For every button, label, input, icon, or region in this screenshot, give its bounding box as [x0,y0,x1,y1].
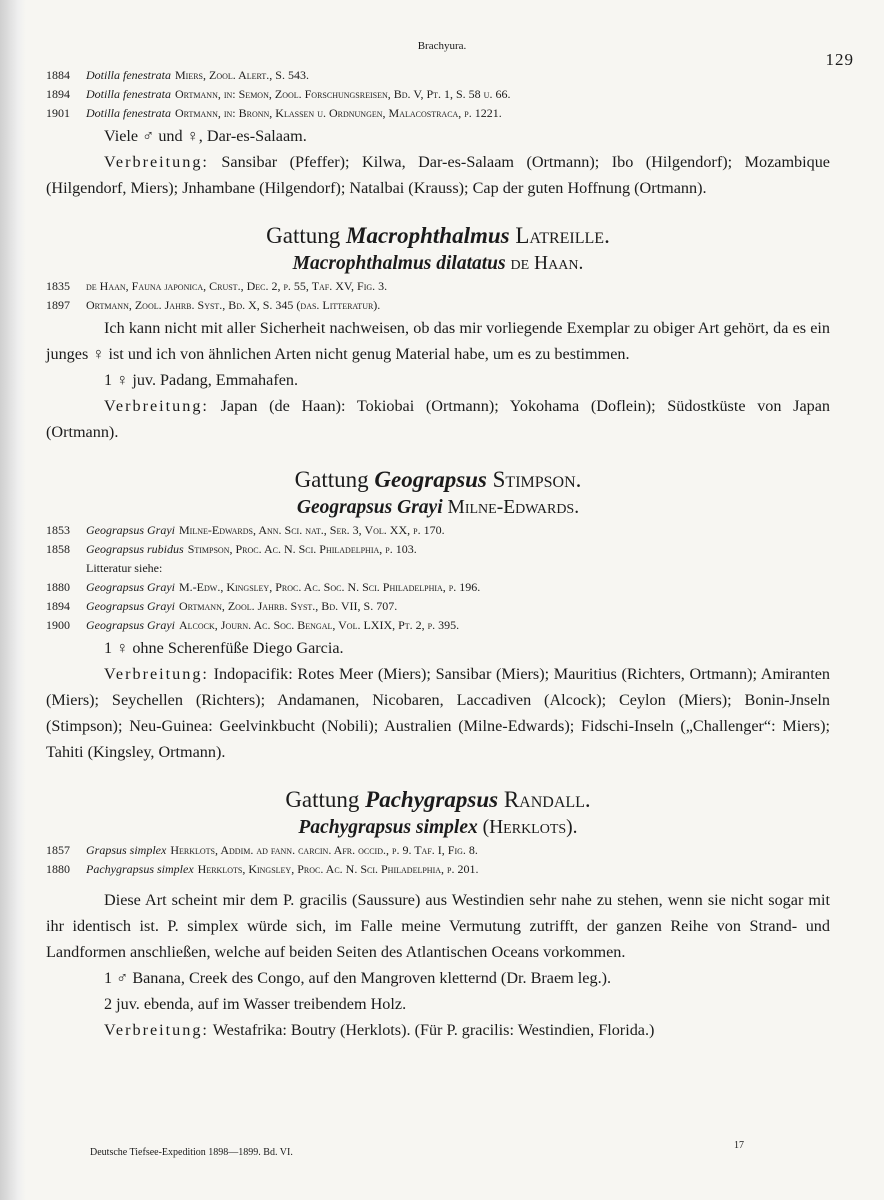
distribution-paragraph: Verbreitung: Westafrika: Boutry (Herklots). (Für P. gracilis: Westindien, Florida.) [104,1021,655,1039]
geograpsus-synonymy [46,521,830,635]
genus-heading-macrophthalmus: Gattung Macrophthalmus Latreille. [266,223,610,248]
reference-line: 1853 Geograpsus Grayi Milne-Edwards, Ann. Sci. nat., Ser. 3, Vol. XX, p. 170. [46,523,445,537]
macrophthalmus-synonymy [46,277,830,315]
distribution-paragraph: Verbreitung: Japan (de Haan): Tokiobai (Ortmann); Yokohama (Doflein); Südostküste von Japan (Ortmann). [46,397,831,441]
reference-line: 1900 Geograpsus Grayi Alcock, Journ. Ac. Soc. Bengal, Vol. LXIX, Pt. 2, p. 395. [46,618,460,632]
page-edge-shadow [0,0,26,1200]
dotilla-synonymy [46,66,830,123]
reference-line: 1901 Dotilla fenestrata Ortmann, in: Bronn, Klassen u. Ordnungen, Malacostraca, p. 1221. [46,106,502,120]
genus-heading-pachygrapsus: Gattung Pachygrapsus Randall. [285,787,591,812]
sheet-number: 17 [734,1140,744,1151]
distribution-paragraph: Verbreitung: Indopacifik: Rotes Meer (Miers); Sansibar (Miers); Mauritius (Richters, Ortmann); Amiranten (Miers); Seychellen (Richters); Andamanen, Nicobaren, Laccadiven (Alcock); Ceylon (Miers); Bonin-Jnseln (Stimpson); Neu-Guinea: Geelvinkbucht (Nobili); Australien (Milne-Edwards); Fidschi-Inseln („Challenger“: Miers); Tahiti (Kingsley, Ortmann). [46,665,830,761]
material-line: 2 juv. ebenda, auf im Wasser treibendem Holz. [104,995,407,1013]
reference-line: 1880 Geograpsus Grayi M.-Edw., Kingsley, Proc. Ac. Soc. N. Sci. Philadelphia, p. 196. [46,580,481,594]
material-line: 1 ♀ ohne Scherenfüße Diego Garcia. [104,639,344,657]
reference-line: 1897 Ortmann, Zool. Jahrb. Syst., Bd. X, S. 345 (das. Litteratur). [46,298,381,312]
running-head: Brachyura. [417,40,467,52]
reference-line: 1880 Pachygrapsus simplex Herklots, Kingsley, Proc. Ac. N. Sci. Philadelphia, p. 201. [46,862,479,876]
reference-line: 1884 Dotilla fenestrata Miers, Zool. Alert., S. 543. [46,68,309,82]
footer-publication: Deutsche Tiefsee-Expedition 1898—1899. Bd. VI. [90,1147,293,1158]
reference-line: 1894 Dotilla fenestrata Ortmann, in: Semon, Zool. Forschungsreisen, Bd. V, Pt. 1, S. 58 u. 66. [46,87,511,101]
species-heading-pachygrapsus-simplex: Pachygrapsus simplex (Herklots). [298,817,578,838]
pachygrapsus-synonymy [46,841,830,879]
literature-label: Litteratur siehe: [86,561,163,575]
reference-line: 1835 de Haan, Fauna japonica, Crust., Dec. 2, p. 55, Taf. XV, Fig. 3. [46,279,388,293]
page-number: 129 [825,50,854,69]
reference-line: 1857 Grapsus simplex Herklots, Addim. ad fann. carcin. Afr. occid., p. 9. Taf. I, Fig. 8. [46,843,478,857]
page-content [46,66,830,1043]
material-line: 1 ♀ juv. Padang, Emmahafen. [104,371,299,389]
material-line: 1 ♂ Banana, Creek des Congo, auf den Mangroven kletternd (Dr. Braem leg.). [104,969,612,987]
genus-heading-geograpsus: Gattung Geograpsus Stimpson. [294,467,582,492]
species-heading-geograpsus-grayi: Geograpsus Grayi Milne-Edwards. [296,497,580,518]
species-heading-macrophthalmus-dilatatus: Macrophthalmus dilatatus de Haan. [292,253,584,274]
reference-line: 1858 Geograpsus rubidus Stimpson, Proc. Ac. N. Sci. Philadelphia, p. 103. [46,542,417,556]
distribution-paragraph: Verbreitung: Sansibar (Pfeffer); Kilwa, Dar-es-Salaam (Ortmann); Ibo (Hilgendorf); Mozambique (Hilgendorf, Miers); Jnhambane (Hilgendorf); Natalbai (Krauss); Cap der guten Hoffnung (Ortmann). [46,153,830,197]
reference-line: 1894 Geograpsus Grayi Ortmann, Zool. Jahrb. Syst., Bd. VII, S. 707. [46,599,398,613]
remark-paragraph: Ich kann nicht mit aller Sicherheit nachweisen, ob das mir vorliegende Exemplar zu obiger Art gehört, da es ein junges ♀ ist und ich von ähnlichen Arten nicht genug Material habe, um es zu bestimmen. [46,319,830,363]
remark-paragraph: Diese Art scheint mir dem P. gracilis (Saussure) aus Westindien sehr nahe zu stehen, wenn sie nicht sogar mit ihr identisch ist. P. simplex würde sich, im Falle meine Vermutung zutrifft, der ganzen Reihe von Strand- und Landformen anschließen, welche auf beiden Seiten des Atlantischen Oceans vorkommen. [46,891,830,961]
material-line: Viele ♂ und ♀, Dar-es-Salaam. [104,127,307,145]
